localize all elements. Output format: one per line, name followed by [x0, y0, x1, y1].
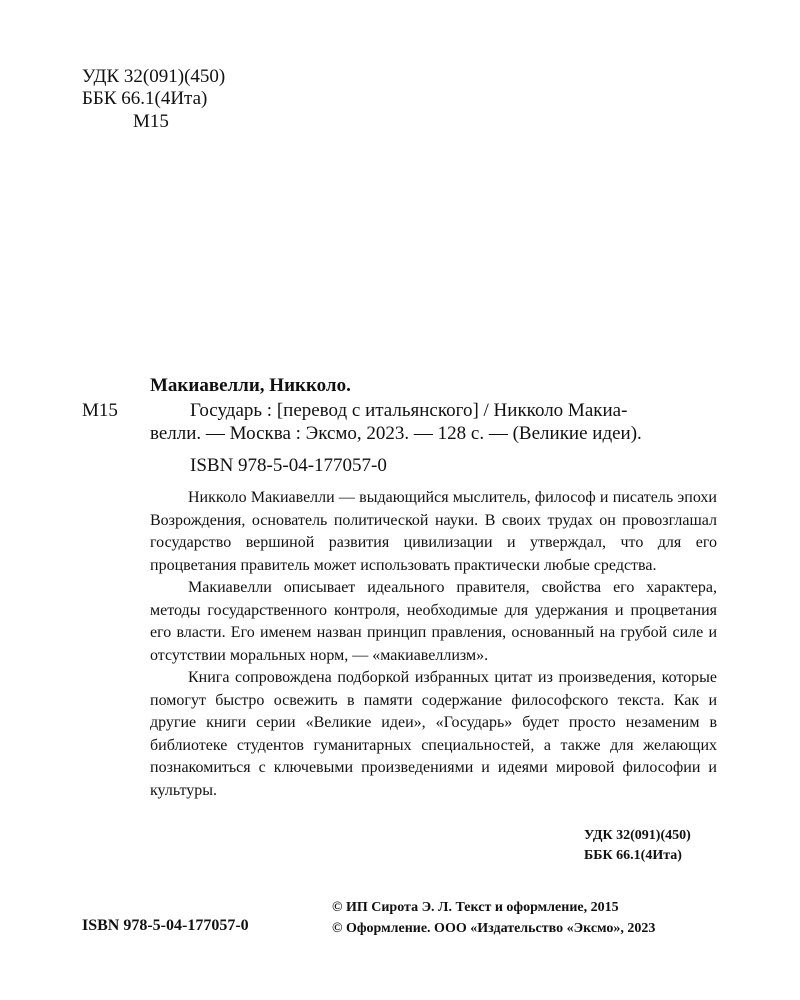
copyright-design: © Оформление. ООО «Издательство «Эксмо», 2023 — [332, 921, 656, 936]
copyright-text: © ИП Сирота Э. Л. Текст и оформление, 2015 — [332, 900, 619, 915]
udk-code-bottom: УДК 32(091)(450) — [584, 828, 691, 843]
annotation-paragraph: Макиавелли описывает идеального правителя, свойства его характера, методы государственного контроля, необходимые для удержания и процветания его власти. Его именем назван принцип правления, основанный на грубой силе и отсутствии моральных норм, — «макиавеллизм». — [150, 579, 717, 664]
annotation — [150, 487, 717, 802]
bib-description-line1: Государь : [перевод с итальянского] / Никколо Макиа- — [190, 400, 628, 421]
author-mark: М15 — [82, 400, 118, 421]
bib-description-line2: велли. — Москва : Эксмо, 2023. — 128 с. — (Великие идеи). — [150, 423, 642, 444]
annotation-paragraph: Книга сопровождена подборкой избранных цитат из произведения, которые помогут быстро освежить в памяти содержание философского текста. Как и другие книги серии «Великие идеи», «Государь» будет просто незаменим в библиотеке студентов гуманитарных специальностей, а также для желающих познакомиться с ключевыми произведениями и идеями мировой философии и культуры. — [150, 669, 717, 799]
bbk-code-bottom: ББК 66.1(4Ита) — [584, 848, 682, 863]
footer-isbn: ISBN 978-5-04-177057-0 — [82, 917, 249, 934]
bbk-code-top: ББК 66.1(4Ита) — [82, 88, 208, 109]
annotation-paragraph: Никколо Макиавелли — выдающийся мыслитель, философ и писатель эпохи Возрождения, основатель политической науки. В своих трудах он провозглашал государство вершиной развития цивилизации и утверждал, что для его процветания правитель может использовать практически любые средства. — [150, 489, 717, 574]
bib-isbn: ISBN 978-5-04-177057-0 — [190, 455, 387, 476]
author-heading: Макиавелли, Никколо. — [150, 375, 351, 396]
udk-code-top: УДК 32(091)(450) — [82, 66, 226, 87]
author-mark-top: М15 — [133, 111, 169, 132]
